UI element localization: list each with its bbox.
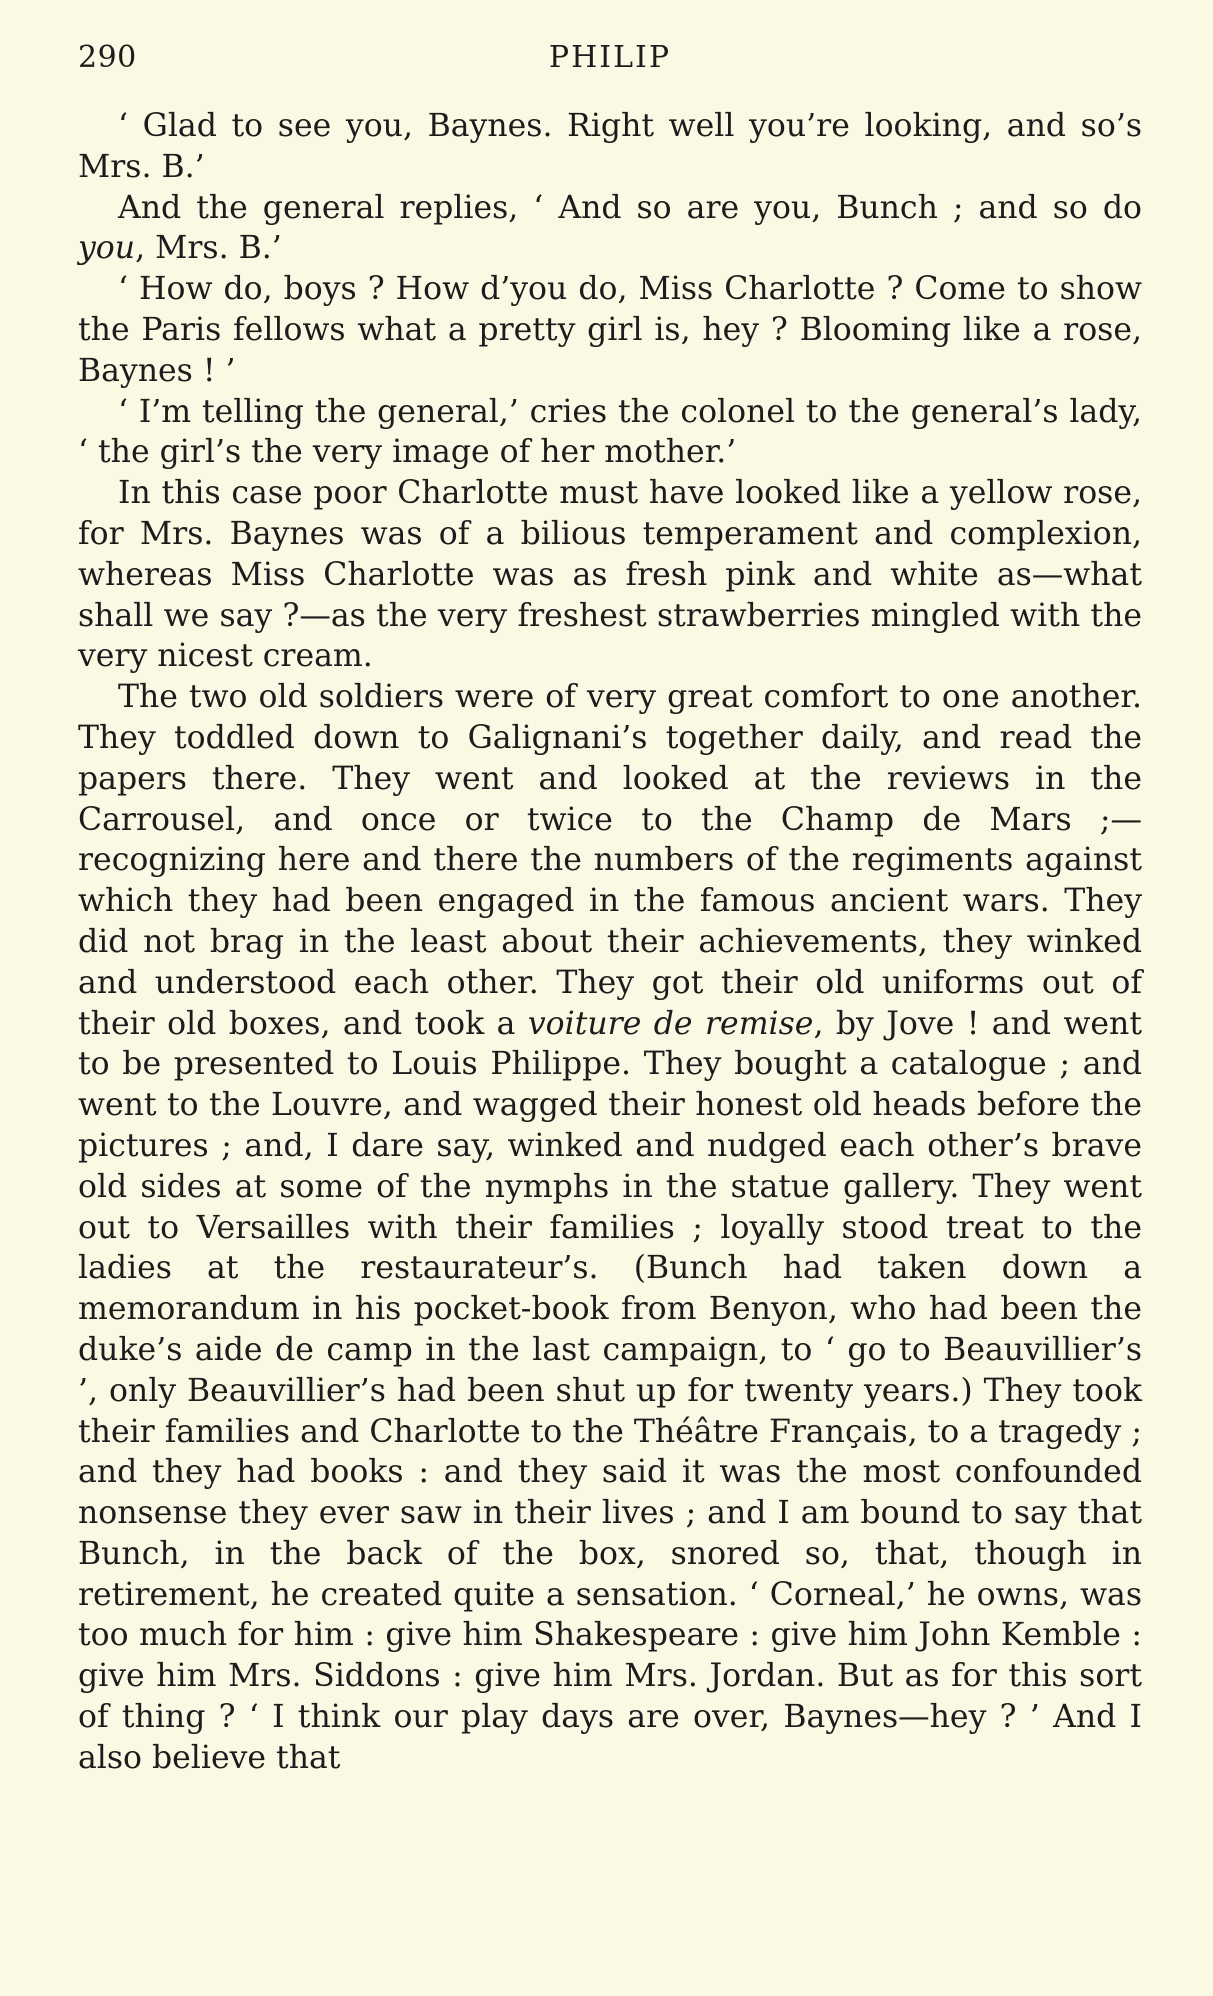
body-text: [78, 106, 1142, 1779]
text-segment: In this case poor Charlotte must have looked like a yellow rose, for Mrs. Baynes was of a bilious temperament and complexion, whereas Miss Charlotte was as fresh pink and white as—what shall we say ?—as the very freshest strawberries mingled with the very nicest cream.: [78, 475, 1142, 675]
text-segment: The two old soldiers were of very great comfort to one another. They toddled down to Galignani’s together daily, and read the papers there. They went and looked at the reviews in the Carrousel, and once or twice to the Champ de Mars ;—recognizing here and there the numbers of the regiments against which they had been engaged in the famous ancient wars. They did not brag in the least about their achievements, they winked and understood each other. They got their old uniforms out of their old boxes, and took a: [78, 679, 1142, 1042]
text-segment: , Mrs. B.’: [135, 230, 282, 267]
paragraph: [78, 269, 1142, 391]
paragraph: [78, 473, 1142, 677]
page-number: 290: [78, 40, 137, 75]
paragraph: [78, 677, 1142, 1779]
paragraph: [78, 392, 1142, 474]
italic-text: voiture de remise: [527, 1005, 814, 1042]
paragraph: [78, 106, 1142, 188]
book-page: [78, 40, 1142, 1779]
text-segment: ‘ Glad to see you, Baynes. Right well you’re looking, and so’s Mrs. B.’: [78, 108, 1142, 185]
text-segment: ‘ How do, boys ? How d’you do, Miss Charlotte ? Come to show the Paris fellows what a pretty girl is, hey ? Blooming like a rose, Baynes ! ’: [78, 271, 1142, 389]
text-segment: ‘ I’m telling the general,’ cries the colonel to the general’s lady, ‘ the girl’s the very image of her mother.’: [78, 393, 1142, 471]
running-head: [78, 40, 1142, 88]
text-segment: , by Jove ! and went to be presented to Louis Philippe. They bought a catalogue ; and went to the Louvre, and wagged their honest old heads before the pictures ; and, I dare say, winked and nudged each other’s brave old sides at some of the nymphs in the statue gallery. They went out to Versailles with their families ; loyally stood treat to the ladies at the restaurateur’s. (Bunch had taken down a memorandum in his pocket-book from Benyon, who had been the duke’s aide de camp in the last campaign, to ‘ go to Beauvillier’s ’, only Beauvillier’s had been shut up for twenty years.) They took their families and Charlotte to the Théâtre Français, to a tragedy ; and they had books : and they said it was the most confounded nonsense they ever saw in their lives ; and I am bound to say that Bunch, in the back of the box, snored so, that, though in retirement, he created quite a sensation. ‘ Corneal,’ he owns, was too much for him : give him Shakespeare : give him John Kemble : give him Mrs. Siddons : give him Mrs. Jordan. But as for this sort of thing ? ‘ I think our play days are over, Baynes—hey ? ’ And I also believe that: [78, 1005, 1143, 1776]
running-title: PHILIP: [548, 40, 672, 75]
paragraph: [78, 188, 1142, 270]
italic-text: you: [78, 230, 136, 267]
text-segment: And the general replies, ‘ And so are you, Bunch ; and so do: [118, 189, 1142, 226]
